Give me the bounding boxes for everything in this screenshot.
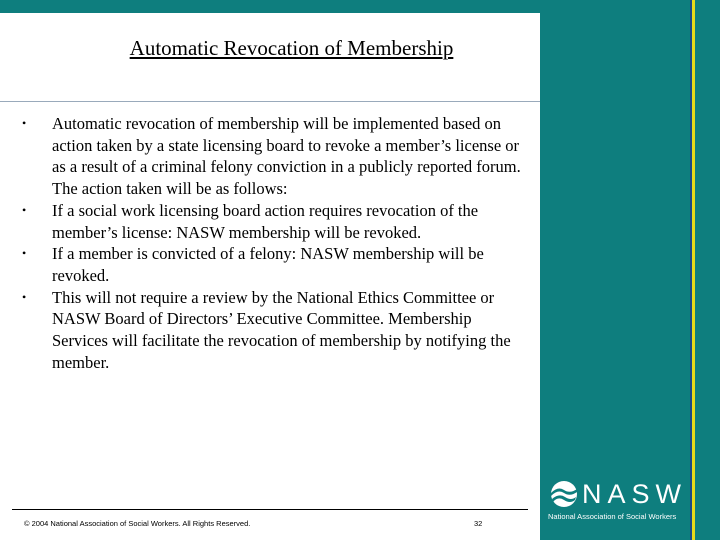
title-divider [0,101,540,102]
bullet-icon: • [22,202,27,217]
logo-wordmark: NASW [582,479,687,509]
bullet-icon: • [22,246,27,261]
bullet-text: If a social work licensing board action requires revocation of the member’s license: NASW membership will be revoked. [52,200,479,242]
yellow-accent-line [692,0,695,540]
nasw-globe-icon [550,480,578,508]
bullet-text: Automatic revocation of membership will be implemented based on action taken by a state licensing board to revoke a member’s license or as a result of a criminal felony conviction in a publicly reported forum. The action taken will be as follows: [52,114,521,199]
logo-subtitle: National Association of Social Workers [548,512,677,521]
bullet-item [22,243,527,286]
bullet-item [22,200,527,243]
bullet-icon: • [22,289,27,304]
bullet-item [22,113,527,200]
bullet-text: This will not require a review by the National Ethics Committee or NASW Board of Directors’ Executive Committee. Membership Services will facilitate the revocation of membership by notifying the member. [52,287,511,372]
bullet-text: If a member is convicted of a felony: NASW membership will be revoked. [52,244,484,285]
footer-copyright: © 2004 National Association of Social Workers. All Rights Reserved. [24,519,251,528]
slide-title: Automatic Revocation of Membership [129,36,454,60]
bullet-list [22,113,527,373]
bullet-icon: • [22,116,27,130]
nasw-logo [548,478,688,528]
header-band [0,0,540,13]
footer-divider [12,509,528,510]
page-number: 32 [474,519,483,528]
bullet-item [22,287,527,374]
